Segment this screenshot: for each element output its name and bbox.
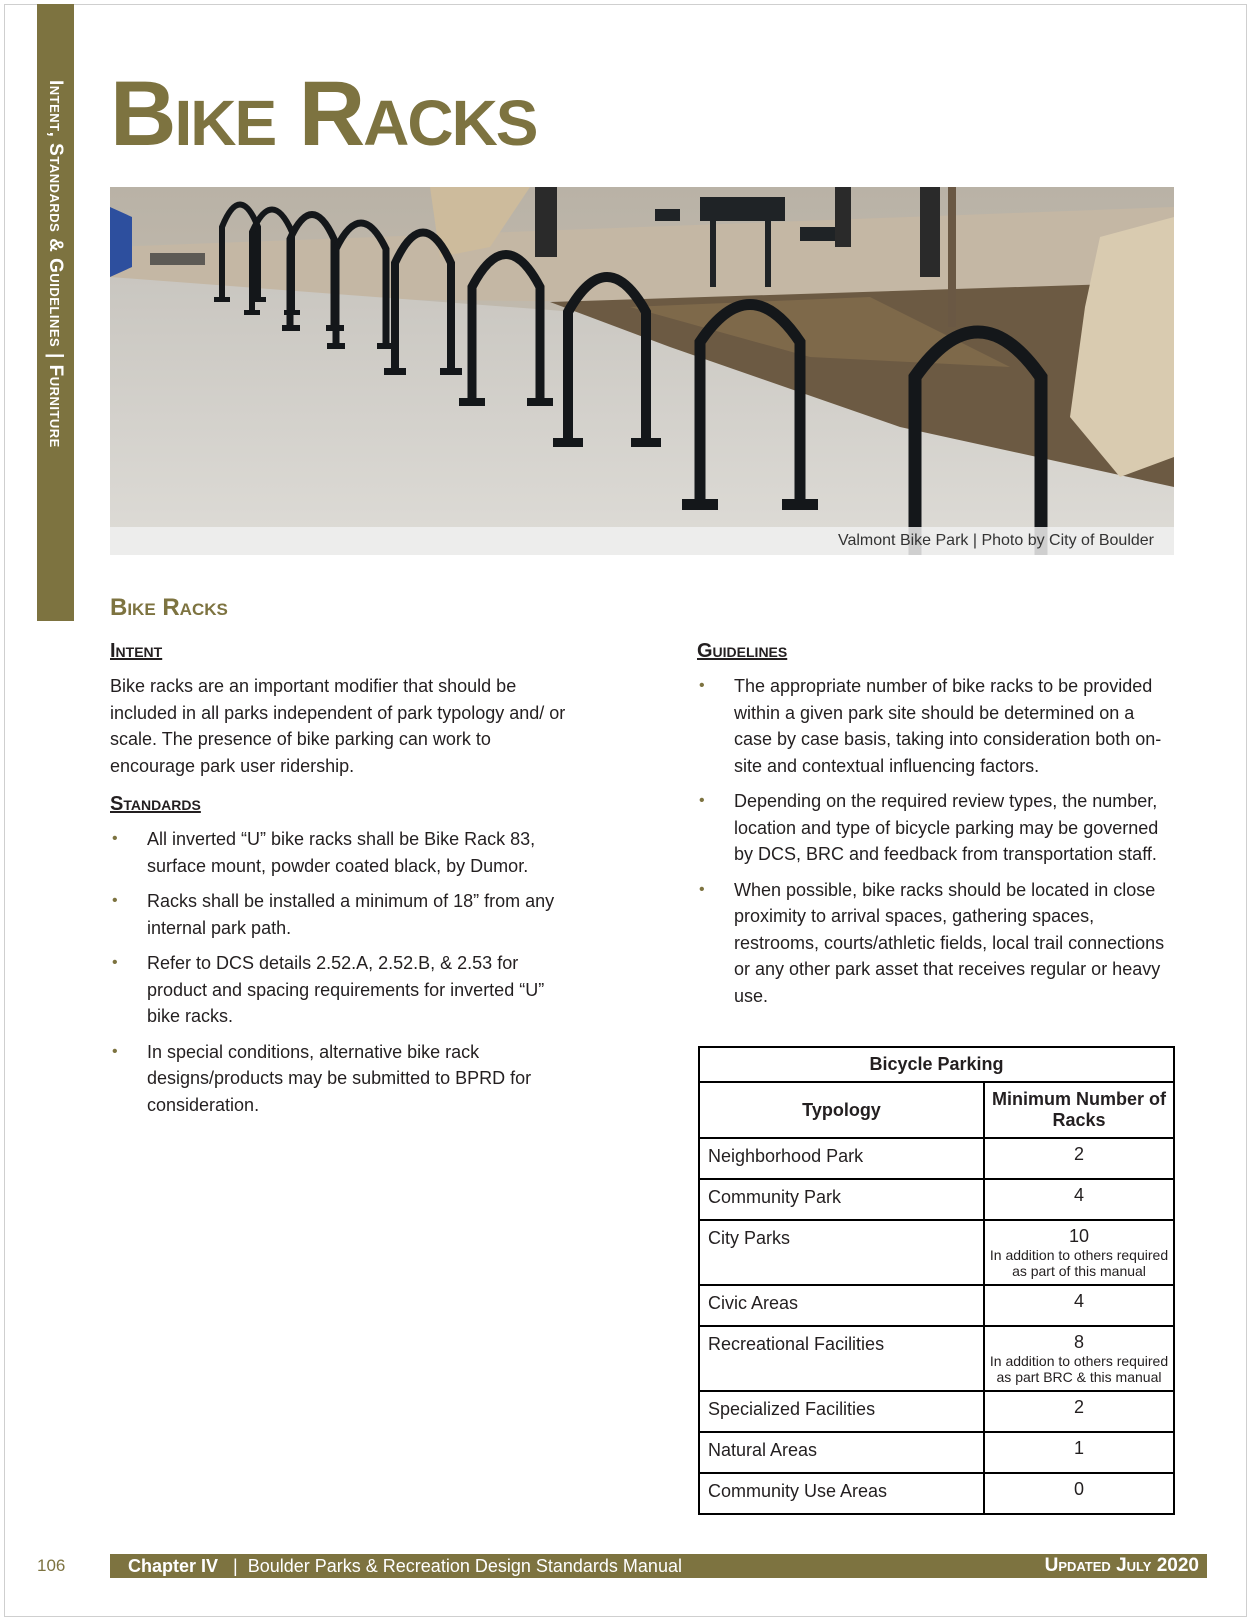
table-row bbox=[699, 1391, 1174, 1432]
table-title: Bicycle Parking bbox=[699, 1047, 1174, 1082]
footer-bar bbox=[110, 1554, 1207, 1578]
footer-separator: | bbox=[223, 1556, 248, 1576]
typology-cell: Recreational Facilities bbox=[699, 1326, 984, 1391]
guidelines-heading: Guidelines bbox=[697, 640, 788, 662]
value-note: In addition to others required as part BRC & this manual bbox=[989, 1353, 1169, 1385]
value-cell: 4 bbox=[984, 1285, 1174, 1326]
table-title-row bbox=[699, 1047, 1174, 1082]
value-cell: 8 In addition to others required as part BRC & this manual bbox=[984, 1326, 1174, 1391]
typology-cell: Community Use Areas bbox=[699, 1473, 984, 1514]
table-row bbox=[699, 1220, 1174, 1285]
left-column bbox=[110, 640, 580, 1127]
value-note: In addition to others required as part of this manual bbox=[989, 1247, 1169, 1279]
table-row bbox=[699, 1326, 1174, 1391]
column-header-min-racks: Minimum Number of Racks bbox=[984, 1082, 1174, 1138]
typology-cell: Civic Areas bbox=[699, 1285, 984, 1326]
bullet-icon: • bbox=[112, 954, 118, 971]
table-row bbox=[699, 1432, 1174, 1473]
bullet-icon: • bbox=[112, 1042, 118, 1060]
typology-cell: City Parks bbox=[699, 1220, 984, 1285]
guidelines-list bbox=[697, 673, 1177, 1009]
bike-rack-photo bbox=[110, 187, 1174, 555]
right-column bbox=[697, 640, 1177, 1018]
hero-photo bbox=[110, 187, 1174, 555]
page-title: Bike Racks bbox=[110, 63, 537, 165]
footer-manual: Boulder Parks & Recreation Design Standards Manual bbox=[247, 1556, 682, 1576]
table-row bbox=[699, 1179, 1174, 1220]
table-row bbox=[699, 1473, 1174, 1514]
side-tab-text: Intent, Standards & Guidelines | Furniture bbox=[45, 80, 66, 448]
value-cell: 2 bbox=[984, 1138, 1174, 1179]
typology-cell: Neighborhood Park bbox=[699, 1138, 984, 1179]
list-item: • All inverted “U” bike racks shall be Bike Rack 83, surface mount, powder coated black, by Dumor. bbox=[110, 826, 580, 879]
standards-list bbox=[110, 826, 580, 1118]
typology-cell: Community Park bbox=[699, 1179, 984, 1220]
footer-left bbox=[128, 1556, 682, 1577]
side-tab bbox=[37, 4, 74, 621]
list-item: • Refer to DCS details 2.52.A, 2.52.B, & 2.53 for product and spacing requirements for inverted “U” bike racks. bbox=[110, 950, 580, 1030]
footer-chapter: Chapter IV bbox=[128, 1556, 219, 1576]
table-header-row bbox=[699, 1082, 1174, 1138]
caption-bar bbox=[110, 527, 1174, 555]
list-item: • The appropriate number of bike racks to be provided within a given park site should be determined on a case by case basis, taking into consideration both on-site and contextual influencing factors. bbox=[697, 673, 1177, 779]
value-cell: 4 bbox=[984, 1179, 1174, 1220]
list-item: • Depending on the required review types, the number, location and type of bicycle parking may be governed by DCS, BRC and feedback from transportation staff. bbox=[697, 788, 1177, 868]
column-header-typology: Typology bbox=[699, 1082, 984, 1138]
table-row bbox=[699, 1285, 1174, 1326]
bullet-icon: • bbox=[699, 880, 705, 898]
intent-text: Bike racks are an important modifier that should be included in all parks independent of park typology and/ or scale. The presence of bike parking can work to encourage park user ridership. bbox=[110, 676, 566, 776]
bullet-icon: • bbox=[699, 677, 705, 694]
bullet-icon: • bbox=[112, 830, 118, 847]
list-item: • Racks shall be installed a minimum of 18” from any internal park path. bbox=[110, 888, 580, 941]
section-title: Bike Racks bbox=[110, 594, 228, 621]
value-cell: 1 bbox=[984, 1432, 1174, 1473]
value-cell: 0 bbox=[984, 1473, 1174, 1514]
standards-heading: Standards bbox=[110, 793, 201, 815]
value-cell: 10 In addition to others required as part of this manual bbox=[984, 1220, 1174, 1285]
footer-updated: Updated July 2020 bbox=[1044, 1555, 1199, 1576]
bullet-icon: • bbox=[112, 892, 118, 909]
bicycle-parking-table bbox=[698, 1046, 1175, 1515]
typology-cell: Natural Areas bbox=[699, 1432, 984, 1473]
list-item: • In special conditions, alternative bike rack designs/products may be submitted to BPRD for consideration. bbox=[110, 1039, 580, 1119]
bullet-icon: • bbox=[699, 792, 705, 809]
value-cell: 2 bbox=[984, 1391, 1174, 1432]
photo-caption: Valmont Bike Park | Photo by City of Boulder bbox=[837, 532, 1154, 549]
typology-cell: Specialized Facilities bbox=[699, 1391, 984, 1432]
list-item: • When possible, bike racks should be located in close proximity to arrival spaces, gathering spaces, restrooms, courts/athletic fields, local trail connections or any other park asset that receives regular or heavy use. bbox=[697, 877, 1177, 1010]
intent-heading: Intent bbox=[110, 640, 163, 662]
table-row bbox=[699, 1138, 1174, 1179]
page-number: 106 bbox=[37, 1556, 66, 1575]
